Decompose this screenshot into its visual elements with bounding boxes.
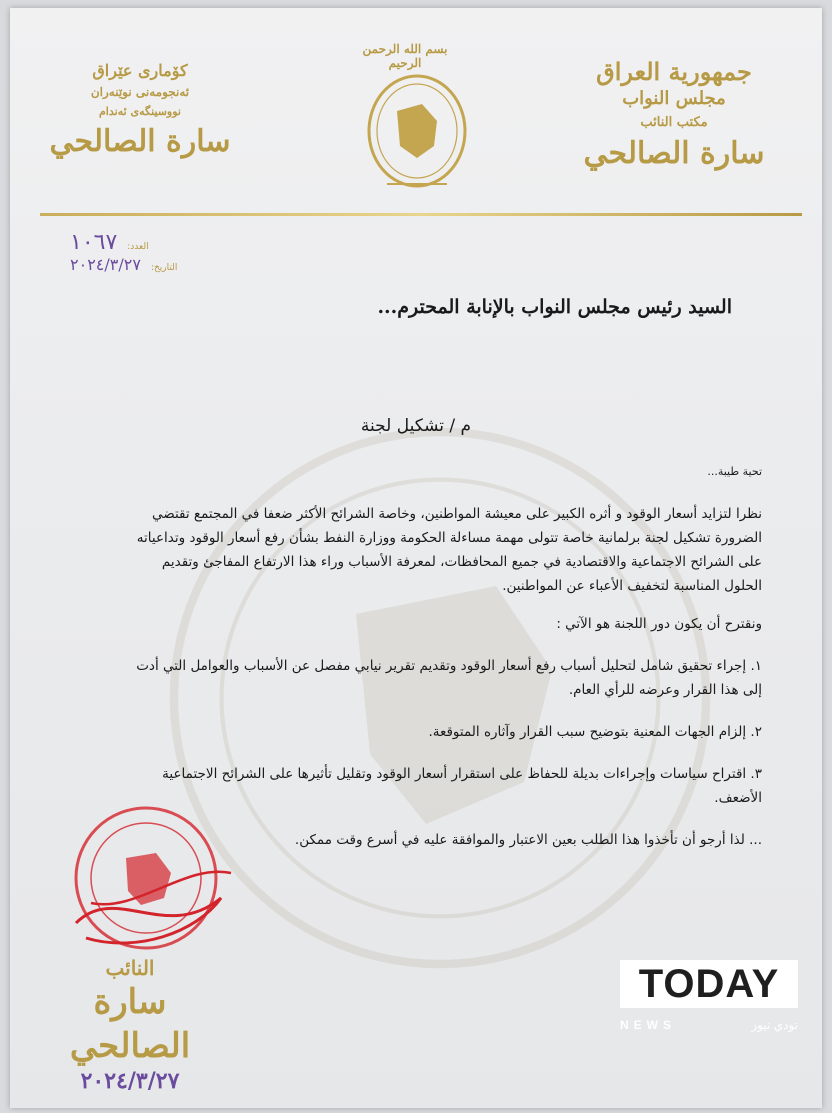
greeting: تحية طيبة... [707, 465, 762, 478]
header-country-kurdish: كۆماری عێراق [92, 61, 188, 80]
letter-body [130, 460, 762, 852]
header-right [564, 58, 784, 174]
list-item: ١. إجراء تحقيق شامل لتحليل أسباب رفع أسعار الوقود وتقديم تقرير نيابي مفصل عن الأسباب والعوامل التي أدت إلى هذا القرار وعرضه للرأي العام. [136, 658, 762, 698]
header-member-name: سارة الصالحي [583, 136, 765, 171]
today-news-logo [608, 958, 798, 1040]
signature-name: سارة الصالحي [69, 982, 191, 1066]
header-member-name-left: سارة الصالحي [49, 124, 231, 159]
header-council: مجلس النواب [622, 88, 726, 109]
logo-brand: TODAY [620, 960, 798, 1008]
logo-news-en: NEWS [620, 1018, 676, 1032]
closing: ... لذا أرجو أن تأخذوا هذا الطلب بعين الاعتبار والموافقة عليه في أسرع وقت ممكن. [294, 832, 762, 848]
header-council-kurdish: ئەنجومەنی نوێنەران [90, 85, 190, 99]
paragraph-intro: نظرا لتزايد أسعار الوقود و أثره الكبير على معيشة المواطنين، وخاصة الشرائح الأكثر ضعفا في المجتمع تقتضي الضرورة تشكيل لجنة برلمانية خاصة تتولى مهمة مساءلة الحكومة ووزارة النفط بشأن رفع أسعار الوقود وتداعياته على الشرائح الاجتماعية والاقتصادية في جميع المحافظات، لمعرفة الأسباب وراء هذا الارتفاع المفاجئ وتقديم الحلول المناسبة لتخفيف الأعباء عن المواطنين. [136, 506, 762, 594]
header-left [40, 60, 240, 162]
basmala: بسم الله الرحمن الرحيم [362, 42, 448, 70]
header-office-kurdish: نووسینگەی ئەندام [99, 105, 181, 118]
letter-page [10, 8, 822, 1108]
reference-date-label: التاريخ: [150, 263, 178, 273]
signature-date: ٢٠٢٤/٣/٢٧ [80, 1068, 180, 1094]
header-office: مكتب النائب [640, 115, 708, 130]
official-stamp-icon [46, 803, 246, 963]
signature-block [30, 956, 230, 1094]
reference-date: ٢٠٢٤/٣/٢٧ [70, 255, 141, 274]
reference-number: ١٠٦٧ [70, 230, 118, 255]
paragraph-proposal: ونقترح أن يكون دور اللجنة هو الآتي : [556, 616, 762, 632]
header-country: جمهورية العراق [596, 57, 752, 86]
logo-news-ar: تودي نيوز [751, 1018, 798, 1032]
list-item: ٣. اقتراح سياسات وإجراءات بديلة للحفاظ على استقرار أسعار الوقود وتقليل تأثيرها على الشرائح الاجتماعية الأضعف. [162, 766, 762, 806]
parliament-emblem-icon [362, 66, 472, 206]
subject: م / تشكيل لجنة [360, 416, 472, 436]
signature-title: النائب [105, 956, 155, 980]
header-divider [40, 213, 802, 216]
list-item: ٢. إلزام الجهات المعنية بتوضيح سبب القرار وآثاره المتوقعة. [428, 724, 762, 740]
reference-block [70, 230, 260, 274]
reference-number-label: العدد: [127, 242, 149, 252]
addressee: السيد رئيس مجلس النواب بالإنابة المحترم... [377, 296, 732, 318]
